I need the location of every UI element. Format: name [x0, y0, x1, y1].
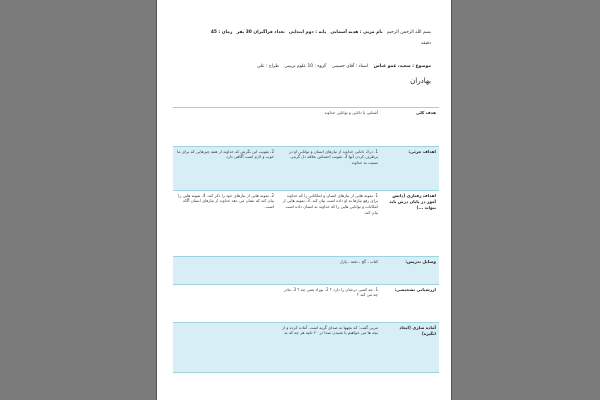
lesson-plan-table	[173, 108, 439, 373]
table-row-general-goal	[173, 108, 439, 146]
basmala: بسم الله الرحمن الرحیم	[386, 30, 431, 35]
row-cell-left	[173, 322, 277, 372]
table-row-behavioral-goals	[173, 190, 439, 256]
general-goal-text: آشنایی با دانایی و توانایی خداوند	[173, 108, 381, 146]
row-cell-right: 1. نمونه هایی از نیازهای انسان و امکاناتی را که خداوند برای رفع نیازها به او داده است بیان کند. 3. نمونه هایی از امکانات و توانایی هایی را که خداوند به انسان داده است بیان کند.	[277, 190, 381, 256]
teacher-name: نام مربی : هدیه آسمانی	[330, 30, 383, 35]
header-line-1	[201, 30, 431, 36]
row-label: ارزشیابی تشخیصی:	[381, 284, 439, 322]
student-count: تعداد فراگیران 30 نفر	[236, 30, 285, 35]
row-cell-left: 2. نمونه هایی از نیازهای خود را ذکر کند. 4. نمونه هایی را بیان کند که نشان می دهد خداوند از نیازهای انسان آگاه است.	[173, 190, 277, 256]
row-cell-right: 1. چه کسی درختان را دارد ؟ 2. نوزاد یعنی چه ؟ 3. مادر چه می کند ؟	[277, 284, 381, 322]
lesson-topic: موضوع : سعید، عمو عباس	[373, 64, 431, 69]
subtitle: بهادران	[410, 77, 431, 85]
table-row-materials	[173, 256, 439, 284]
row-cell-right: 1. درک دانایی خداوند از نیازهای انسان و توانایی او در برطرف کردن آنها 3. تقویت احساس علاقه دل گرمی نسبت به خداوند	[277, 146, 381, 190]
lesson-time: زمان : 45	[210, 30, 233, 35]
time-unit: دقیقه	[421, 41, 431, 46]
table-row-diagnostic-assessment	[173, 284, 439, 322]
row-label: وسایل تدریس:	[381, 256, 439, 284]
advisor: استاد : آقای حسینی	[331, 64, 369, 69]
row-cell-right: کتاب ، گچ ، تخته ، پازل	[277, 256, 381, 284]
table-row-partial-goals	[173, 146, 439, 190]
row-cell-left	[173, 284, 277, 322]
row-label: اهداف جزئی:	[381, 146, 439, 190]
row-label: هدف کلی	[381, 108, 439, 146]
row-label: اهداف رفتاری (دانش آموز در پایان درس باید بتواند ...)	[381, 190, 439, 256]
header-line-2	[201, 64, 431, 70]
row-label: آماده سازی (ایجاد انگیزه)	[381, 322, 439, 372]
table-row-preparation	[173, 322, 439, 372]
group: گروه : 10 علوم تربیتی	[284, 64, 327, 69]
row-cell-left: 2. تقویت این نگرش که خداوند از همه چیزهایی که برای ما خوب و لازم است آگاهی دارد	[173, 146, 277, 190]
row-cell-left	[173, 256, 277, 284]
grade: پایه : دوم ابتدایی	[288, 30, 327, 35]
designer: طراح : علی	[256, 64, 279, 69]
document-page	[156, 0, 452, 400]
row-cell-right: مربی گفت: که بچهها به صدای گریه است. آماده کرده و از بچه ها می خواهیم با شنیدن صدا در ۲۰ ثانیه هر چه که به	[277, 322, 381, 372]
